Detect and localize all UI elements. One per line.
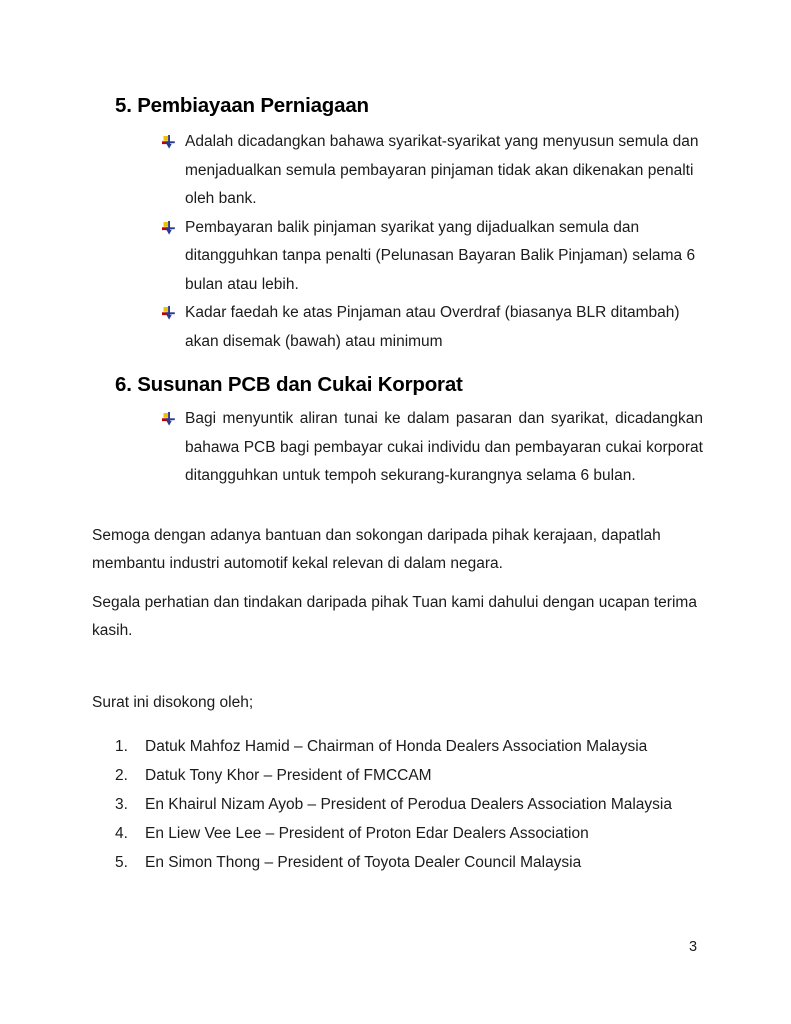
- section-6-bullet-list: [92, 405, 703, 491]
- down-arrow-bullet-icon: [162, 412, 176, 426]
- page-number: 3: [689, 939, 698, 955]
- list-item-number: 4.: [115, 825, 128, 842]
- closing-paragraph-hope: Semoga dengan adanya bantuan dan sokongan daripada pihak kerajaan, dapatlah membantu industri automotif kekal relevan di dalam negara.: [92, 526, 661, 572]
- bullet-text: Adalah dicadangkan bahawa syarikat-syarikat yang menyusun semula dan menjadualkan semula pembayaran pinjaman tidak akan dikenakan penalti oleh bank.: [185, 133, 699, 207]
- list-item-number: 1.: [115, 738, 128, 755]
- list-item: [92, 819, 703, 848]
- bullet-item: [92, 405, 703, 491]
- list-item-number: 2.: [115, 767, 128, 784]
- list-item-text: En Simon Thong – President of Toyota Dealer Council Malaysia: [145, 854, 582, 871]
- bullet-text: Kadar faedah ke atas Pinjaman atau Overdraf (biasanya BLR ditambah) akan disemak (bawah) atau minimum: [185, 304, 680, 350]
- bullet-item: [92, 128, 703, 214]
- list-item: [92, 848, 703, 877]
- section-financing: [92, 94, 703, 356]
- list-item-text: Datuk Mahfoz Hamid – Chairman of Honda Dealers Association Malaysia: [145, 738, 648, 755]
- bullet-text: Bagi menyuntik aliran tunai ke dalam pasaran dan syarikat, dicadangkan bahawa PCB bagi pembayar cukai individu dan pembayaran cukai korporat ditangguhkan untuk tempoh sekurang-kurangnya selama 6 bulan.: [185, 410, 703, 484]
- down-arrow-bullet-icon: [162, 135, 176, 149]
- bullet-text: Pembayaran balik pinjaman syarikat yang dijadualkan semula dan ditangguhkan tanpa penalti (Pelunasan Bayaran Balik Pinjaman) selama 6 bulan atau lebih.: [185, 218, 696, 293]
- bullet-item: [92, 299, 703, 356]
- list-item: [92, 790, 703, 819]
- section-5-heading: 5. Pembiayaan Perniagaan: [115, 94, 369, 117]
- list-item-text: En Khairul Nizam Ayob – President of Perodua Dealers Association Malaysia: [145, 796, 672, 813]
- bullet-item: [92, 214, 703, 300]
- list-item-text: En Liew Vee Lee – President of Proton Edar Dealers Association: [145, 825, 589, 842]
- list-item: [92, 761, 703, 790]
- section-tax: [92, 373, 703, 491]
- list-item: [92, 732, 703, 761]
- supporters-intro: Surat ini disokong oleh;: [92, 693, 254, 711]
- closing-paragraph-thanks: Segala perhatian dan tindakan daripada pihak Tuan kami dahului dengan ucapan terima kasih.: [92, 593, 697, 639]
- section-6-heading: 6. Susunan PCB dan Cukai Korporat: [115, 373, 463, 396]
- list-item-number: 5.: [115, 854, 128, 871]
- down-arrow-bullet-icon: [162, 221, 176, 235]
- supporters-list: [92, 732, 703, 877]
- list-item-text: Datuk Tony Khor – President of FMCCAM: [145, 767, 432, 784]
- section-5-bullet-list: [92, 128, 703, 356]
- list-item-number: 3.: [115, 796, 128, 813]
- down-arrow-bullet-icon: [162, 306, 176, 320]
